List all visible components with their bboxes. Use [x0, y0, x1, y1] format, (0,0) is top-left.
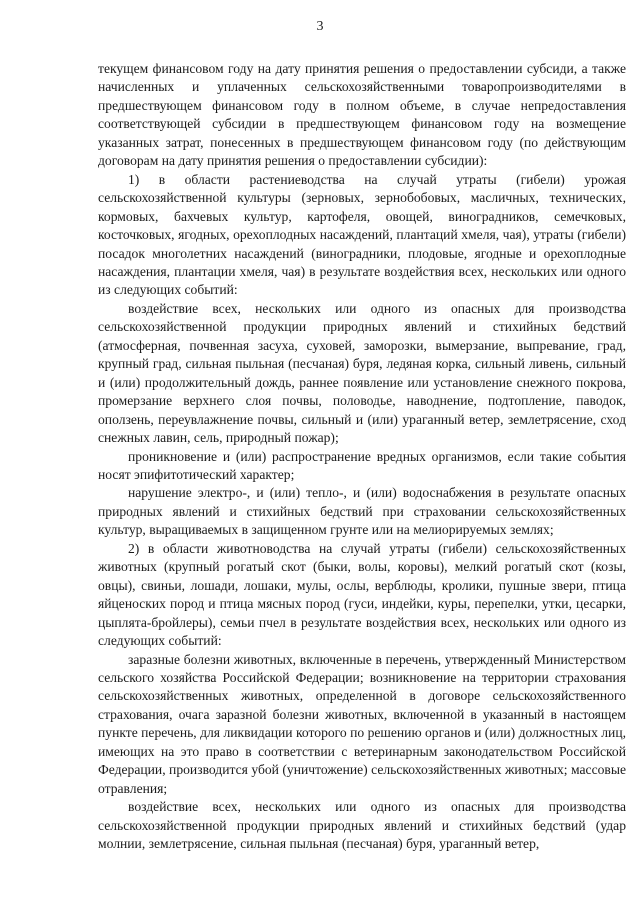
- paragraph-crop-production: 1) в области растениеводства на случай утраты (гибели) урожая сельскохозяйственной культуры (зерновых, зернобобовых, масличных, технических, кормовых, бахчевых культур, картофеля, овощей, виноградников, семечковых, косточковых, ягодных, орехоплодных насаждений, плантаций хмеля, чая), утраты (гибели) посадок многолетних насаждений (виноградники, плодовые, ягодные и орехоплодные насаждения, плантации хмеля, чая) в результате воздействия всех, нескольких или одного из следующих событий:: [98, 171, 626, 298]
- paragraph-animal-diseases: заразные болезни животных, включенные в перечень, утвержденный Министерством сельского хозяйства Российской Федерации; возникновение на территории страхования сельскохозяйственных животных, определенной в договоре сельскохозяйственного страхования, очага заразной болезни животных, включенной в указанный в настоящем пункте перечень, для ликвидации которого по решению органов и (или) должностных лиц, имеющих на это право в соответствии с ветеринарным законодательством Российской Федерации, производится убой (уничтожение) сельскохозяйственных животных; массовые отравления;: [98, 651, 626, 796]
- paragraph-natural-hazards: воздействие всех, нескольких или одного из опасных для производства сельскохозяйственной продукции природных явлений и стихийных бедствий (атмосферная, почвенная засуха, суховей, заморозки, вымерзание, выпревание, град, крупный град, сильная пыльная (песчаная) буря, ледяная корка, сильный ливень, сильный и (или) продолжительный дождь, раннее появление или установление снежного покрова, промерзание верхнего слоя почвы, половодье, наводнение, подтопление, паводок, оползень, переувлажнение почвы, сильный и (или) ураганный ветер, землетрясение, сход снежных лавин, сель, природный пожар);: [98, 300, 626, 446]
- paragraph-livestock-hazards: воздействие всех, нескольких или одного из опасных для производства сельскохозяйственной продукции природных явлений и стихийных бедствий (удар молнии, землетрясение, сильная пыльная (песчаная) буря, ураганный ветер,: [98, 799, 626, 852]
- paragraph-livestock: 2) в области животноводства на случай утраты (гибели) сельскохозяйственных животных (крупный рогатый скот (быки, волы, коровы), мелкий рогатый скот (козы, овцы), свиньи, лошади, лошаки, мулы, ослы, верблюды, кролики, пушные звери, птица яйценоских пород и птица мясных пород (гуси, индейки, куры, перепелки, утки, цесарки, цыплята-бройлеры), семьи пчел в результате воздействия всех, нескольких или одного из следующих событий:: [98, 540, 626, 649]
- paragraph-pests: проникновение и (или) распространение вредных организмов, если такие события носят эпифитотический характер;: [98, 448, 626, 482]
- page-number: 3: [316, 19, 324, 34]
- paragraph-continuation: текущем финансовом году на дату принятия решения о предоставлении субсиди, а также начисленных и уплаченных сельскохозяйственными товаропроизводителями в предшествующем финансовом году в полном объеме, в случае непредоставления соответствующей субсидии в предшествующем финансовом году на возмещение указанных затрат, понесенных в предшествующем финансовом году (по действующим договорам на дату принятия решения о предоставлении субсидии):: [98, 61, 626, 169]
- paragraph-utilities-failure: нарушение электро-, и (или) тепло-, и (или) водоснабжения в результате опасных природных явлений и стихийных бедствий при страховании сельскохозяйственных культур, выращиваемых в защищенном грунте или на мелиорируемых землях;: [98, 485, 626, 538]
- document-body: [98, 60, 626, 853]
